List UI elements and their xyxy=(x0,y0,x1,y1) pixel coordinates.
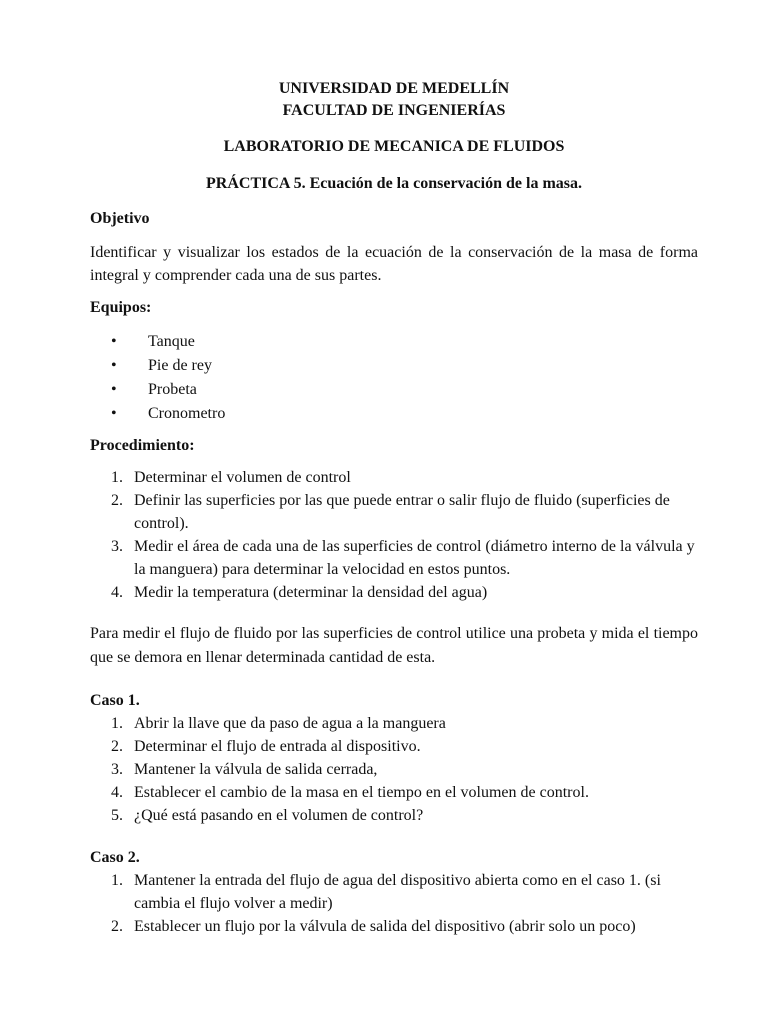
step-number: 2. xyxy=(111,492,123,509)
step-number: 1. xyxy=(111,715,123,732)
step-text: ¿Qué está pasando en el volumen de control? xyxy=(134,807,424,824)
lab-title: LABORATORIO DE MECANICA DE FLUIDOS xyxy=(223,138,565,155)
equipo-label: Pie de rey xyxy=(148,357,212,374)
step-text: Determinar el volumen de control xyxy=(134,469,351,486)
step-text: Medir la temperatura (determinar la densidad del agua) xyxy=(134,584,488,601)
list-item xyxy=(90,804,698,827)
list-item xyxy=(90,354,698,378)
bullet-icon: • xyxy=(111,405,117,422)
list-item xyxy=(90,712,698,735)
equipos-list xyxy=(90,330,698,426)
list-item xyxy=(90,581,698,604)
equipo-label: Tanque xyxy=(148,333,195,350)
objetivo-paragraph: Identificar y visualizar los estados de la ecuación de la conservación de la masa de forma integral y comprender cada una de sus partes. xyxy=(90,244,698,284)
step-number: 4. xyxy=(111,784,123,801)
faculty-name: FACULTAD DE INGENIERÍAS xyxy=(282,102,506,119)
list-item xyxy=(90,758,698,781)
list-item xyxy=(90,466,698,489)
step-text: Establecer el cambio de la masa en el tiempo en el volumen de control. xyxy=(134,784,589,801)
procedimiento-heading: Procedimiento: xyxy=(90,437,195,454)
flujo-paragraph: Para medir el flujo de fluido por las superficies de control utilice una probeta y mida el tiempo que se demora en llenar determinada cantidad de esta. xyxy=(90,625,698,666)
step-text: Mantener la válvula de salida cerrada, xyxy=(134,761,378,778)
step-number: 2. xyxy=(111,918,123,935)
bullet-icon: • xyxy=(111,333,117,350)
caso1-heading: Caso 1. xyxy=(90,692,140,709)
bullet-icon: • xyxy=(111,381,117,398)
equipo-label: Probeta xyxy=(148,381,197,398)
list-item xyxy=(90,535,698,581)
step-text: Medir el área de cada una de las superficies de control (diámetro interno de la válvula y la manguera) para determinar la velocidad en estos puntos. xyxy=(134,538,695,578)
step-text: Mantener la entrada del flujo de agua del dispositivo abierta como en el caso 1. (si cambia el flujo volver a medir) xyxy=(134,872,661,912)
equipo-label: Cronometro xyxy=(148,405,226,422)
list-item xyxy=(90,915,698,938)
list-item xyxy=(90,489,698,535)
caso2-heading: Caso 2. xyxy=(90,849,140,866)
step-number: 3. xyxy=(111,538,123,555)
step-number: 2. xyxy=(111,738,123,755)
step-number: 1. xyxy=(111,872,123,889)
step-text: Definir las superficies por las que puede entrar o salir flujo de fluido (superficies de control). xyxy=(134,492,670,532)
list-item xyxy=(90,735,698,758)
step-text: Establecer un flujo por la válvula de salida del dispositivo (abrir solo un poco) xyxy=(134,918,636,935)
caso2-list xyxy=(90,869,698,938)
equipos-heading: Equipos: xyxy=(90,299,152,316)
list-item xyxy=(90,330,698,354)
university-name: UNIVERSIDAD DE MEDELLÍN xyxy=(278,80,510,97)
step-number: 3. xyxy=(111,761,123,778)
list-item xyxy=(90,869,698,915)
step-number: 1. xyxy=(111,469,123,486)
list-item xyxy=(90,378,698,402)
step-number: 5. xyxy=(111,807,123,824)
list-item xyxy=(90,402,698,426)
list-item xyxy=(90,781,698,804)
objetivo-heading: Objetivo xyxy=(90,210,150,227)
practice-title: PRÁCTICA 5. Ecuación de la conservación de la masa. xyxy=(206,175,582,192)
step-number: 4. xyxy=(111,584,123,601)
caso1-list xyxy=(90,712,698,827)
procedimiento-list xyxy=(90,466,698,604)
bullet-icon: • xyxy=(111,357,117,374)
step-text: Determinar el flujo de entrada al dispositivo. xyxy=(134,738,421,755)
step-text: Abrir la llave que da paso de agua a la manguera xyxy=(134,715,446,732)
